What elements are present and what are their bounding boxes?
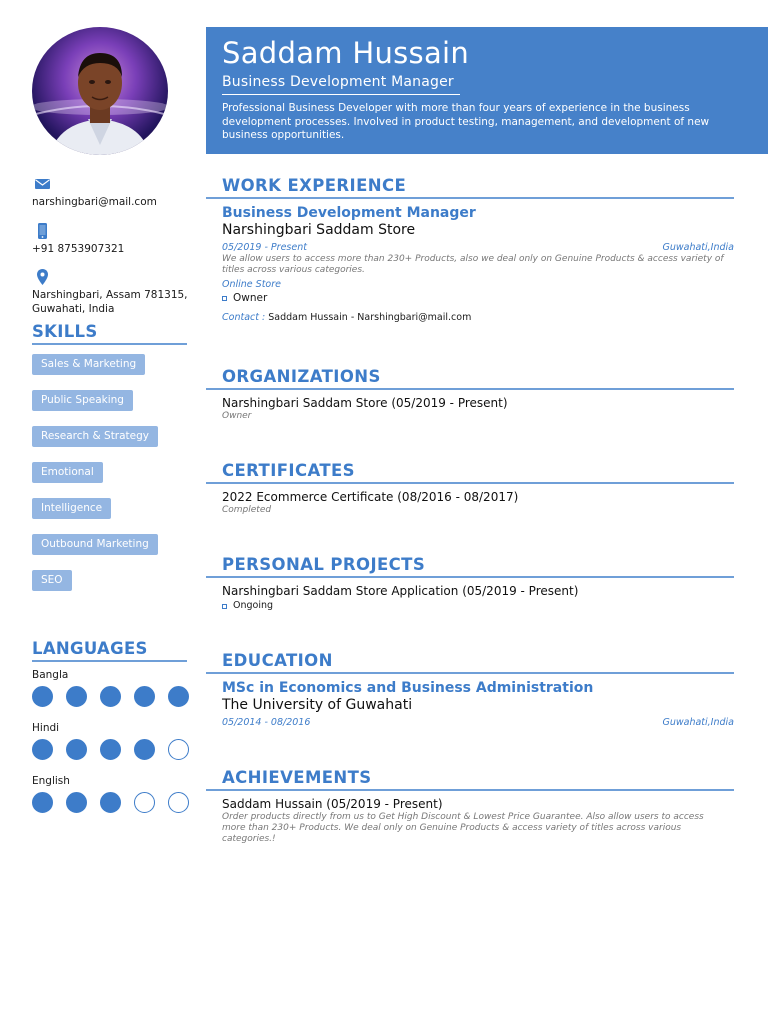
rating-dot-filled	[134, 739, 155, 760]
job-contact-label: Contact :	[222, 312, 266, 323]
achievement-description: Order products directly from us to Get High Discount & Lowest Price Guarantee. Also allow users to access more than 230+ Products. We deal only on Genuine Products & access variety of titles across various categories.!	[222, 812, 704, 844]
bullet-square-icon	[222, 604, 227, 609]
rating-dot-filled	[134, 686, 155, 707]
job-bullet-text: Owner	[233, 292, 268, 304]
location-pin-icon	[34, 268, 52, 286]
job-sub-label: Online Store	[222, 279, 281, 290]
rating-dot-filled	[100, 739, 121, 760]
contact-email[interactable]: narshingbari@mail.com	[32, 196, 157, 208]
rating-dot-filled	[66, 792, 87, 813]
organizations-heading: ORGANIZATIONS	[206, 366, 734, 390]
projects-section	[206, 554, 734, 613]
education-meta	[222, 716, 734, 729]
rating-dot-filled	[32, 686, 53, 707]
education-section	[206, 650, 734, 729]
language-item	[32, 774, 202, 827]
rating-dot-filled	[66, 739, 87, 760]
education-school: The University of Guwahati	[222, 697, 413, 713]
job-contact-name: Saddam Hussain	[268, 312, 348, 323]
skill-tag: Sales & Marketing	[32, 354, 145, 375]
organizations-section	[206, 366, 734, 422]
contact-address: Narshingbari, Assam 781315, Guwahati, India	[32, 289, 188, 315]
language-name: Bangla	[32, 669, 69, 681]
job-company: Narshingbari Saddam Store	[222, 222, 416, 238]
languages-heading: LANGUAGES	[32, 639, 187, 662]
skill-tag: SEO	[32, 570, 72, 591]
achievements-heading: ACHIEVEMENTS	[206, 767, 734, 791]
language-rating	[32, 739, 202, 760]
projects-heading: PERSONAL PROJECTS	[206, 554, 734, 578]
phone-icon	[34, 222, 52, 240]
education-heading: EDUCATION	[206, 650, 734, 674]
language-rating	[32, 686, 202, 707]
certificate-entry: 2022 Ecommerce Certificate (08/2016 - 08/2017)	[222, 490, 519, 504]
education-degree: MSc in Economics and Business Administration	[222, 680, 594, 696]
achievement-entry: Saddam Hussain (05/2019 - Present)	[222, 797, 443, 811]
certificate-status: Completed	[222, 505, 272, 515]
job-meta	[222, 241, 734, 254]
rating-dot-empty	[168, 739, 189, 760]
bullet-square-icon	[222, 296, 227, 301]
language-rating	[32, 792, 202, 813]
project-bullet	[222, 599, 734, 613]
contact-phone-row	[32, 222, 192, 256]
work-experience-heading: WORK EXPERIENCE	[206, 175, 734, 199]
left-column	[0, 0, 206, 1024]
rating-dot-filled	[32, 739, 53, 760]
job-dates: 05/2019 - Present	[222, 242, 307, 253]
profile-photo	[32, 27, 168, 155]
rating-dot-filled	[168, 686, 189, 707]
work-experience-section	[206, 175, 734, 324]
rating-dot-filled	[100, 792, 121, 813]
rating-dot-filled	[32, 792, 53, 813]
job-contact	[222, 312, 734, 324]
skill-tag: Public Speaking	[32, 390, 133, 411]
education-location: Guwahati,India	[662, 717, 734, 728]
skill-tag: Outbound Marketing	[32, 534, 158, 555]
project-entry: Narshingbari Saddam Store Application (05/2019 - Present)	[222, 584, 579, 598]
person-title: Business Development Manager	[222, 73, 460, 95]
avatar-image	[32, 27, 168, 155]
certificates-section	[206, 460, 734, 516]
person-name: Saddam Hussain	[222, 36, 470, 70]
certificates-heading: CERTIFICATES	[206, 460, 734, 484]
profile-summary: Professional Business Developer with more than four years of experience in the business development processes. Involved in product testing, management, and development of new business opportunities.	[222, 102, 710, 141]
skill-tag: Research & Strategy	[32, 426, 158, 447]
rating-dot-empty	[168, 792, 189, 813]
language-item	[32, 721, 202, 774]
organization-entry: Narshingbari Saddam Store (05/2019 - Present)	[222, 396, 508, 410]
rating-dot-filled	[66, 686, 87, 707]
job-bullet	[222, 291, 734, 305]
languages-list	[32, 668, 202, 827]
project-status: Ongoing	[233, 600, 274, 611]
resume-header	[206, 27, 768, 154]
contact-address-row	[32, 268, 192, 316]
skills-list	[32, 354, 202, 606]
job-contact-email[interactable]: Narshingbari@mail.com	[357, 312, 472, 323]
contact-phone: +91 8753907321	[32, 243, 125, 255]
language-name: English	[32, 775, 70, 787]
skills-heading: SKILLS	[32, 322, 187, 345]
contact-email-row	[32, 175, 192, 209]
rating-dot-empty	[134, 792, 155, 813]
job-location: Guwahati,India	[662, 242, 734, 253]
email-icon	[34, 175, 52, 193]
job-position: Business Development Manager	[222, 205, 476, 221]
job-contact-separator: -	[350, 312, 355, 323]
language-item	[32, 668, 202, 721]
skill-tag: Emotional	[32, 462, 103, 483]
job-description: We allow users to access more than 230+ Products, also we deal only on Genuine Products & access variety of titles across various categories.	[222, 254, 724, 275]
achievements-section	[206, 767, 734, 845]
language-name: Hindi	[32, 722, 60, 734]
organization-role: Owner	[222, 411, 252, 421]
rating-dot-filled	[100, 686, 121, 707]
contact-info	[32, 175, 192, 324]
education-dates: 05/2014 - 08/2016	[222, 717, 311, 728]
skill-tag: Intelligence	[32, 498, 111, 519]
